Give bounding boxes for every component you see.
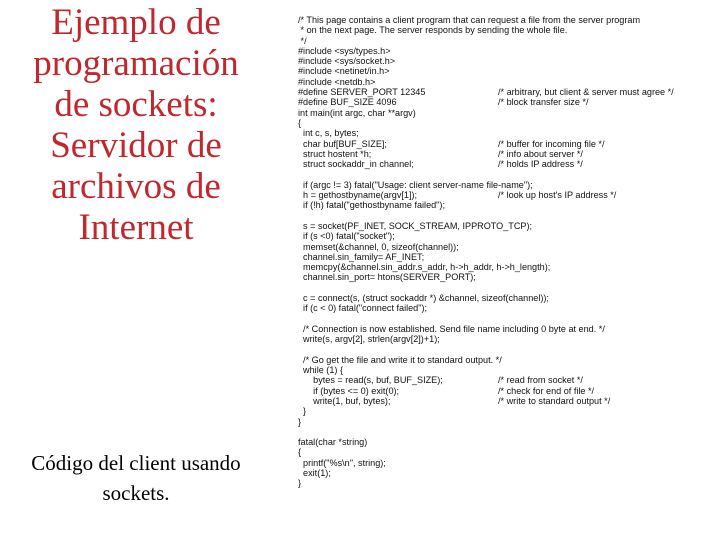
code-line	[298, 355, 710, 365]
code-line	[298, 437, 710, 447]
code-line	[298, 25, 710, 35]
code-text: write(s, argv[2], strlen(argv[2])+1);	[298, 334, 440, 345]
code-text: if (argc != 3) fatal("Usage: client server-name file-name");	[298, 179, 533, 190]
code-line	[298, 118, 710, 128]
code-line	[298, 478, 710, 488]
code-text: c = connect(s, (struct sockaddr *) &channel, sizeof(channel));	[298, 293, 549, 304]
code-comment: /* info about server */	[498, 148, 583, 159]
code-line	[298, 15, 710, 25]
code-line	[298, 108, 710, 118]
code-text: #include <netdb.h>	[298, 76, 376, 87]
title-line: Ejemplo de	[51, 2, 221, 43]
code-comment: /* read from socket */	[498, 375, 583, 386]
code-line	[298, 66, 710, 76]
title-line: de sockets:	[54, 84, 218, 125]
code-line	[298, 139, 710, 149]
code-line	[298, 417, 710, 427]
code-line	[298, 334, 710, 344]
code-text: exit(1);	[298, 468, 331, 479]
code-text: channel.sin_family= AF_INET;	[298, 251, 425, 262]
code-line	[298, 314, 710, 324]
code-comment: /* check for end of file */	[498, 385, 595, 396]
code-line	[298, 242, 710, 252]
code-line	[298, 87, 710, 97]
code-line	[298, 77, 710, 87]
code-line	[298, 211, 710, 221]
code-line	[298, 324, 710, 334]
code-line	[298, 56, 710, 66]
code-text: {	[298, 447, 302, 458]
code-text: struct sockaddr_in channel;	[298, 159, 414, 170]
code-text: s = socket(PF_INET, SOCK_STREAM, IPPROTO_TCP);	[298, 220, 533, 231]
code-line	[298, 293, 710, 303]
code-text: #define SERVER_PORT 12345	[298, 87, 426, 98]
code-text: if (bytes <= 0) exit(0);	[298, 385, 400, 396]
code-line	[298, 97, 710, 107]
code-text: int c, s, bytes;	[298, 128, 359, 139]
code-text: /* This page contains a client program that can request a file from the server program	[298, 15, 641, 25]
code-line	[298, 180, 710, 190]
code-line	[298, 447, 710, 457]
slide-title	[5, 2, 267, 248]
code-comment: /* buffer for incoming file */	[498, 138, 605, 149]
code-text: }	[298, 478, 302, 489]
title-line: Internet	[78, 207, 194, 248]
code-listing	[298, 15, 710, 540]
code-line	[298, 159, 710, 169]
code-text: /* Go get the file and write it to standard output. */	[298, 354, 502, 365]
code-text: h = gethostbyname(argv[1]);	[298, 190, 418, 201]
code-text: #include <sys/types.h>	[298, 45, 391, 56]
code-comment: /* block transfer size */	[498, 97, 589, 108]
code-line	[298, 221, 710, 231]
code-text: memcpy(&channel.sin_addr.s_addr, h->h_addr, h->h_length);	[298, 262, 551, 273]
code-line	[298, 303, 710, 313]
code-line	[298, 128, 710, 138]
code-line	[298, 375, 710, 385]
code-text: memset(&channel, 0, sizeof(channel));	[298, 241, 459, 252]
code-text: #include <netinet/in.h>	[298, 66, 390, 77]
code-line	[298, 458, 710, 468]
code-line	[298, 190, 710, 200]
code-text: while (1) {	[298, 365, 343, 376]
code-line	[298, 283, 710, 293]
code-text: bytes = read(s, buf, BUF_SIZE);	[298, 375, 443, 386]
code-text: if (!h) fatal("gethostbyname failed");	[298, 200, 445, 211]
code-line	[298, 252, 710, 262]
code-text: }	[298, 416, 302, 427]
code-text: /* Connection is now established. Send file name including 0 byte at end. */	[298, 323, 605, 334]
code-line	[298, 386, 710, 396]
code-line	[298, 262, 710, 272]
code-line	[298, 468, 710, 478]
title-line: archivos de	[51, 166, 221, 207]
code-text: fatal(char *string)	[298, 437, 368, 448]
code-line	[298, 396, 710, 406]
code-comment: /* write to standard output */	[498, 395, 611, 406]
code-text: int main(int argc, char **argv)	[298, 107, 416, 118]
code-line	[298, 345, 710, 355]
code-text: char buf[BUF_SIZE];	[298, 138, 387, 149]
code-line	[298, 36, 710, 46]
code-line	[298, 46, 710, 56]
code-text: }	[298, 406, 307, 417]
code-line	[298, 406, 710, 416]
code-line	[298, 427, 710, 437]
code-line	[298, 365, 710, 375]
code-text: struct hostent *h;	[298, 148, 372, 159]
code-text: #define BUF_SIZE 4096	[298, 97, 397, 108]
title-line: Servidor de	[50, 125, 222, 166]
caption-line: Código del client usando	[31, 451, 241, 475]
code-line	[298, 231, 710, 241]
code-text: {	[298, 117, 302, 128]
code-comment: /* look up host's IP address */	[498, 190, 617, 201]
code-line	[298, 272, 710, 282]
slide-caption	[5, 448, 267, 508]
code-line	[298, 169, 710, 179]
code-text: #include <sys/socket.h>	[298, 56, 396, 67]
code-text: */	[298, 35, 307, 46]
code-line	[298, 200, 710, 210]
code-comment: /* arbitrary, but client & server must agree */	[498, 87, 674, 98]
title-line: programación	[33, 43, 239, 84]
code-text: channel.sin_port= htons(SERVER_PORT);	[298, 272, 476, 283]
code-text: * on the next page. The server responds by sending the whole file.	[298, 25, 568, 36]
caption-line: sockets.	[102, 481, 170, 505]
code-text: if (c < 0) fatal("connect failed");	[298, 303, 428, 314]
code-text: write(1, buf, bytes);	[298, 395, 391, 406]
code-text: if (s <0) fatal("socket");	[298, 231, 395, 242]
code-line	[298, 149, 710, 159]
code-text: printf("%s\n", string);	[298, 457, 386, 468]
code-comment: /* holds IP address */	[498, 159, 583, 170]
